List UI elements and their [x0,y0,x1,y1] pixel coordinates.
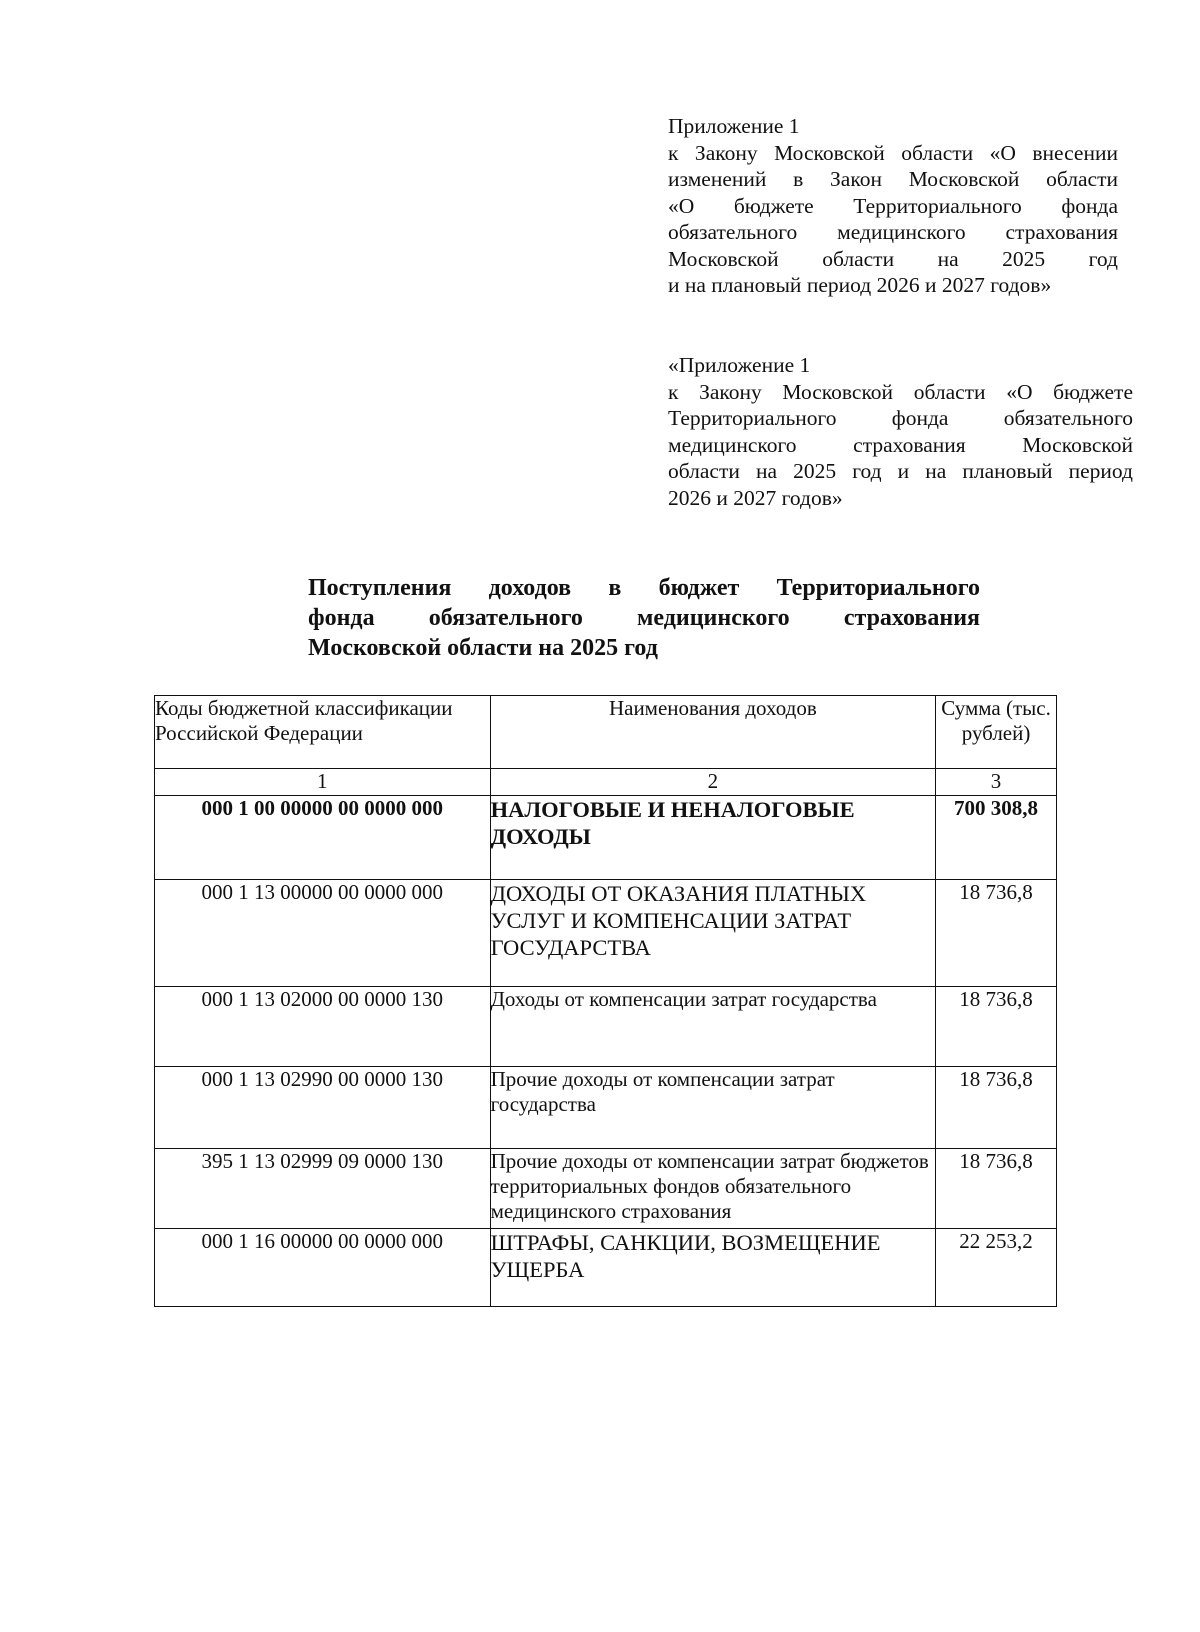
row-sum: 18 736,8 [936,1149,1057,1229]
title-line: Московской области на 2025 год [308,635,658,661]
appendix-line: изменений в Закон Московской области [668,167,1118,191]
row-name: Прочие доходы от компенсации затрат бюджетов территориальных фондов обязательного медицинского страхования [490,1149,935,1229]
row-name: ШТРАФЫ, САНКЦИИ, ВОЗМЕЩЕНИЕ УЩЕРБА [490,1229,935,1307]
document-title [308,573,980,663]
appendix-line: 2026 и 2027 годов» [668,485,843,510]
row-name: Прочие доходы от компенсации затрат государства [490,1067,935,1149]
header-name: Наименования доходов [490,696,935,769]
row-sum: 18 736,8 [936,987,1057,1067]
appendix-line: Приложение 1 [668,114,800,138]
appendix-line: к Закону Московской области «О бюджете [668,379,1133,404]
row-code: 000 1 13 02000 00 0000 130 [155,987,491,1067]
appendix-note-amending-law [668,113,1118,299]
row-sum: 22 253,2 [936,1229,1057,1307]
table-header-row [155,696,1057,769]
appendix-line: Территориального фонда обязательного [668,406,1133,430]
title-line: Поступления доходов в бюджет Территориального [308,575,980,601]
row-name: НАЛОГОВЫЕ И НЕНАЛОГОВЫЕ ДОХОДЫ [490,796,935,880]
row-sum: 700 308,8 [936,796,1057,880]
row-code: 000 1 16 00000 00 0000 000 [155,1229,491,1307]
table-row [155,1229,1057,1307]
header-code: Коды бюджетной классификации Российской Федерации [155,696,491,769]
appendix-line: «О бюджете Территориального фонда [668,193,1118,218]
row-sum: 18 736,8 [936,880,1057,987]
appendix-line: медицинского страхования Московской [668,432,1133,457]
row-code: 000 1 13 02990 00 0000 130 [155,1067,491,1149]
appendix-line: «Приложение 1 [668,353,811,377]
table-row [155,880,1057,987]
header-sum: Сумма (тыс. рублей) [936,696,1057,769]
row-code: 395 1 13 02999 09 0000 130 [155,1149,491,1229]
row-name: Доходы от компенсации затрат государства [490,987,935,1067]
income-table [154,695,1057,1307]
table-row [155,796,1057,880]
appendix-line: и на плановый период 2026 и 2027 годов» [668,273,1052,297]
table-row [155,1149,1057,1229]
appendix-note-original-law [668,352,1133,511]
column-number: 2 [490,769,935,796]
appendix-line: области на 2025 год и на плановый период [668,459,1133,483]
row-sum: 18 736,8 [936,1067,1057,1149]
column-number: 3 [936,769,1057,796]
appendix-line: Московской области на 2025 год [668,246,1118,271]
table-row [155,987,1057,1067]
row-code: 000 1 00 00000 00 0000 000 [155,796,491,880]
table-row [155,1067,1057,1149]
column-number-row [155,769,1057,796]
appendix-line: к Закону Московской области «О внесении [668,140,1118,165]
row-code: 000 1 13 00000 00 0000 000 [155,880,491,987]
row-name: ДОХОДЫ ОТ ОКАЗАНИЯ ПЛАТНЫХ УСЛУГ И КОМПЕНСАЦИИ ЗАТРАТ ГОСУДАРСТВА [490,880,935,987]
column-number: 1 [155,769,491,796]
title-line: фонда обязательного медицинского страхования [308,605,980,631]
appendix-line: обязательного медицинского страхования [668,220,1118,244]
